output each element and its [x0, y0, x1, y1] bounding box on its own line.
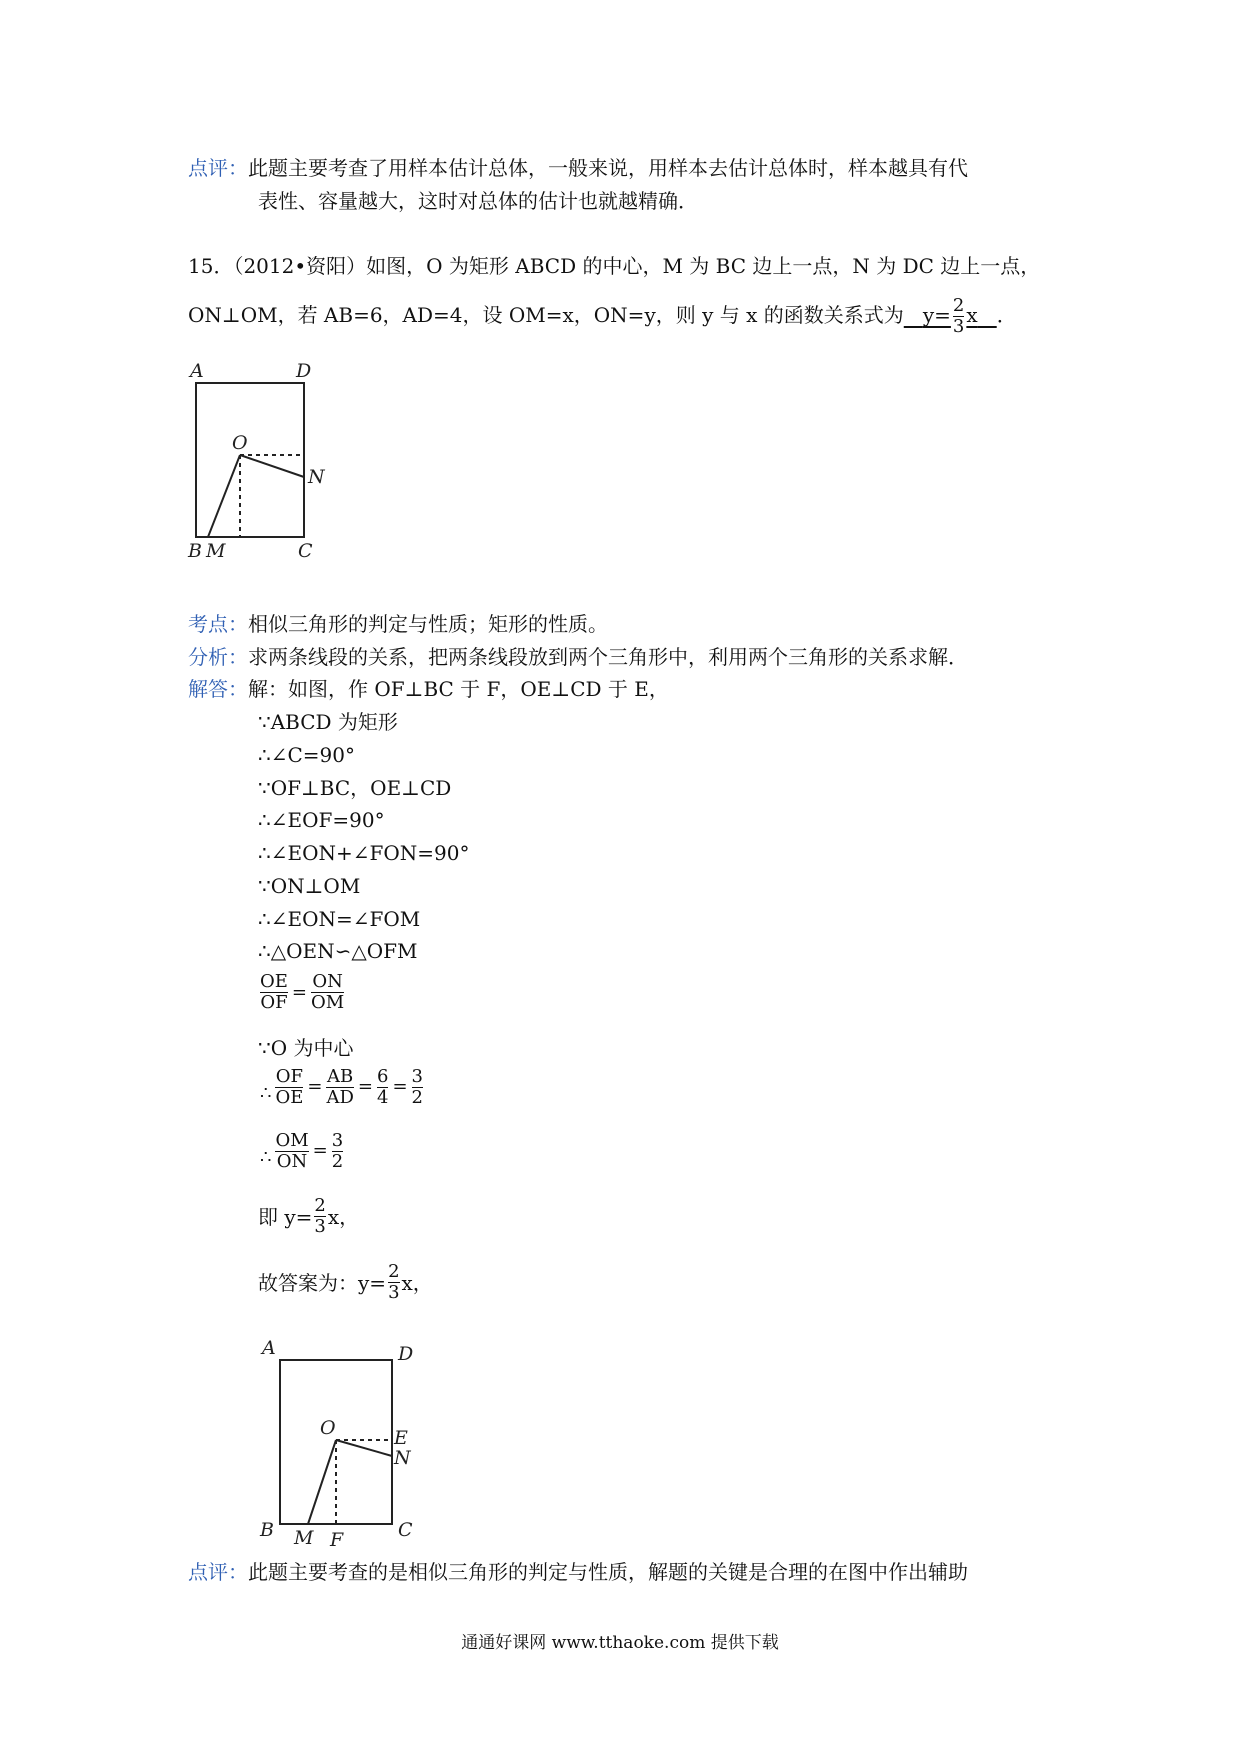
label-B: B	[260, 1519, 274, 1541]
answer-denominator: 3	[952, 316, 965, 337]
figure-2	[254, 1332, 434, 1550]
denominator: 3	[388, 1282, 400, 1303]
fenxi-label: 分析：	[188, 645, 248, 669]
review-2-text: 此题主要考查的是相似三角形的判定与性质，解题的关键是合理的在图中作出辅助	[248, 1560, 968, 1584]
numerator: 3	[411, 1065, 423, 1087]
label-M: M	[206, 540, 226, 562]
answer-suffix: x，	[401, 1270, 433, 1295]
problem-line-2	[188, 296, 1017, 337]
therefore-symbol: ∴	[260, 1083, 272, 1104]
denominator: 2	[331, 1150, 344, 1172]
label-A: A	[262, 1337, 276, 1359]
jieda-label: 解答：	[188, 677, 248, 701]
result-prefix: 即 y=	[258, 1204, 313, 1229]
numerator: 2	[314, 1195, 326, 1216]
problem-text: ON⊥OM，若 AB=6，AD=4，设 OM=x，ON=y，则 y 与 x 的函数关系式为	[188, 303, 904, 327]
fraction-3-2	[412, 1067, 423, 1108]
denominator: OE	[275, 1086, 304, 1108]
fraction-equation-3	[258, 1130, 345, 1172]
fraction-om-on	[275, 1131, 308, 1172]
answer-numerator: 2	[952, 295, 965, 316]
label-D: D	[398, 1343, 414, 1365]
answer-x: x	[966, 303, 978, 327]
fenxi-text: 求两条线段的关系，把两条线段放到两个三角形中，利用两个三角形的关系求解．	[248, 645, 968, 669]
review-1-line-1	[188, 154, 968, 182]
denominator: 4	[376, 1086, 389, 1108]
numerator: 2	[388, 1261, 400, 1282]
therefore-symbol: ∴	[260, 1147, 272, 1168]
answer-blank	[904, 295, 997, 337]
fraction-3-2	[332, 1131, 343, 1172]
label-N: N	[308, 466, 325, 488]
review-label: 点评：	[188, 156, 248, 180]
equals-sign: =	[312, 1140, 328, 1161]
kaodian-line	[188, 610, 608, 638]
label-A: A	[190, 360, 204, 382]
fraction-6-4	[377, 1067, 388, 1108]
equals-sign: =	[291, 981, 307, 1003]
answer-y: y=	[922, 303, 951, 327]
equals-sign: =	[392, 1076, 408, 1097]
denominator: OF	[260, 992, 288, 1013]
step-5: ∴∠EON+∠FON=90°	[258, 841, 470, 865]
review-2-label: 点评：	[188, 1560, 248, 1584]
fenxi-line	[188, 643, 968, 671]
step-4: ∴∠EOF=90°	[258, 808, 385, 832]
review-1-line-2: 表性、容量越大，这时对总体的估计也就越精确．	[258, 189, 698, 213]
denominator: 2	[411, 1086, 423, 1108]
label-F: F	[330, 1529, 344, 1550]
result-fraction	[314, 1196, 325, 1237]
answer-fraction	[388, 1262, 399, 1303]
result-line	[258, 1196, 359, 1237]
numerator: 6	[376, 1065, 389, 1087]
label-D: D	[296, 360, 312, 382]
fraction-equation-2	[258, 1066, 425, 1108]
denominator: ON	[276, 1150, 308, 1172]
step-7: ∴∠EON=∠FOM	[258, 907, 421, 931]
label-B: B	[188, 540, 202, 562]
label-C: C	[398, 1519, 413, 1541]
equals-sign: =	[307, 1076, 323, 1097]
numerator: 3	[331, 1129, 344, 1151]
problem-line-1: 15．（2012•资阳）如图，O 为矩形 ABCD 的中心，M 为 BC 边上一点，N 为 DC 边上一点，	[188, 254, 1041, 278]
numerator: OF	[275, 1065, 304, 1087]
label-O: O	[232, 432, 248, 454]
numerator: OM	[275, 1129, 309, 1151]
answer-line	[258, 1262, 433, 1303]
step-3: ∵OF⊥BC，OE⊥CD	[258, 776, 452, 800]
jieda-step-0: 解：如图，作 OF⊥BC 于 F，OE⊥CD 于 E，	[248, 677, 669, 701]
numerator: AB	[327, 1065, 354, 1087]
page-footer: 通通好课网 www.tthaoke.com 提供下载	[461, 1633, 779, 1653]
result-suffix: x，	[327, 1204, 360, 1229]
review-text: 此题主要考查了用样本估计总体，一般来说，用样本去估计总体时，样本越具有代	[248, 156, 968, 180]
review-2-line	[188, 1558, 968, 1586]
label-O: O	[320, 1417, 336, 1439]
problem-period: ．	[996, 303, 1017, 327]
numerator: ON	[312, 971, 343, 992]
label-N: N	[394, 1447, 411, 1469]
step-2: ∴∠C=90°	[258, 743, 355, 767]
equals-sign: =	[357, 1076, 373, 1097]
fraction-of-oe	[275, 1067, 303, 1108]
answer-prefix: 故答案为：y=	[258, 1270, 387, 1295]
jieda-line	[188, 675, 669, 703]
fraction-equation-1	[258, 972, 346, 1013]
step-9: ∵O 为中心	[258, 1036, 354, 1060]
step-1: ∵ABCD 为矩形	[258, 710, 398, 734]
label-E: E	[394, 1427, 408, 1449]
answer-fraction	[953, 296, 964, 337]
denominator: AD	[326, 1086, 354, 1108]
fraction-oe-of	[260, 972, 288, 1013]
numerator: OE	[260, 971, 288, 992]
label-C: C	[298, 540, 313, 562]
label-M: M	[294, 1527, 314, 1549]
kaodian-text: 相似三角形的判定与性质；矩形的性质。	[248, 612, 608, 636]
fraction-ab-ad	[326, 1067, 353, 1108]
figure-1	[180, 355, 340, 565]
kaodian-label: 考点：	[188, 612, 248, 636]
step-8: ∴△OEN∽△OFM	[258, 939, 418, 963]
step-6: ∵ON⊥OM	[258, 874, 361, 898]
denominator: OM	[311, 992, 345, 1013]
fraction-on-om	[311, 972, 344, 1013]
denominator: 3	[314, 1216, 326, 1237]
